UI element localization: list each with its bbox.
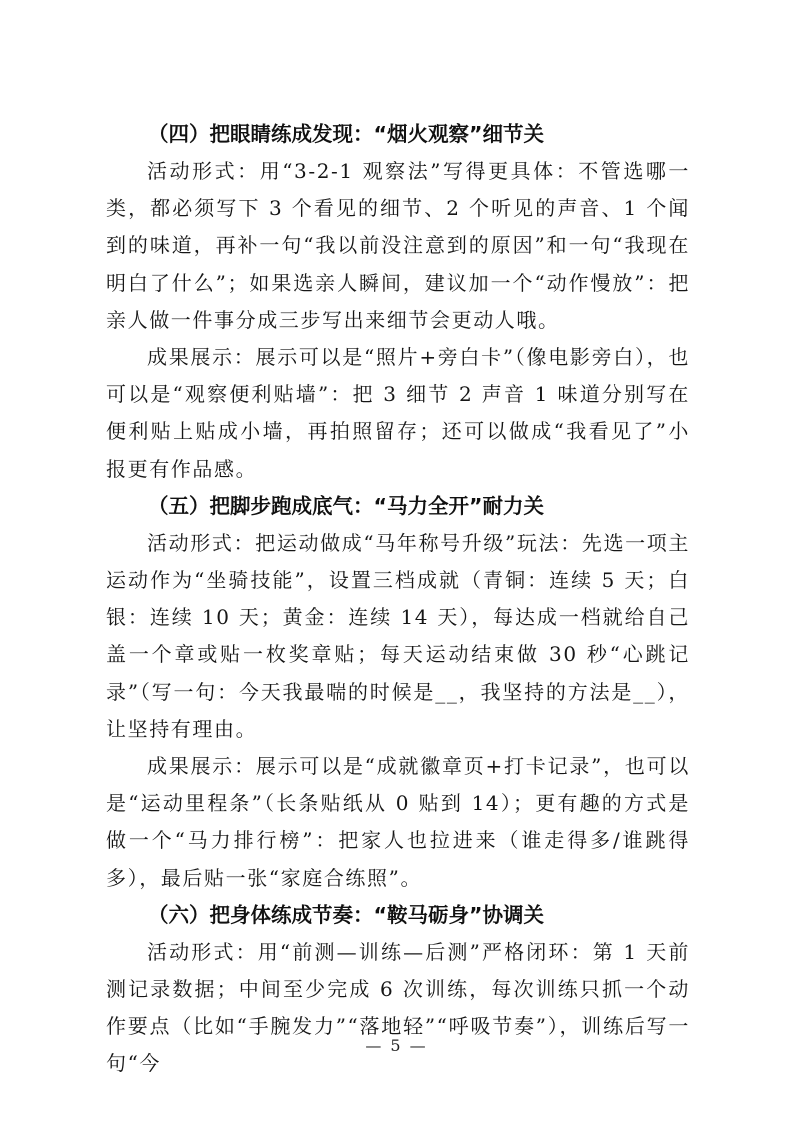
page-number: — 5 — [365,1036,428,1055]
section-5-activity-form: 活动形式：把运动做成“马年称号升级”玩法：先选一项主运动作为“坐骑技能”，设置三档成就（青铜：连续 5 天；白银：连续 10 天；黄金：连续 14 天），每达成一档就给自己盖一个章或贴一枚奖章贴；每天运动结束做 30 秒“心跳记录”（写一句：今天我最喘的时候是__，我坚持的方法是__），让坚持有理由。 [106,530,690,741]
page-content [106,116,690,1083]
section-heading-6: （六）把身体练成节奏：“鞍马砺身”协调关 [148,902,544,927]
section-4-showcase: 成果展示：展示可以是“照片+旁白卡”（像电影旁白），也可以是“观察便利贴墙”：把 3 细节 2 声音 1 味道分别写在便利贴上贴成小墙，再拍照留存；还可以做成“我看见了”小报更有作品感。 [106,345,690,481]
section-heading-4: （四）把眼睛练成发现：“烟火观察”细节关 [148,122,544,146]
section-5-showcase: 成果展示：展示可以是“成就徽章页+打卡记录”，也可以是“运动里程条”（长条贴纸从 0 贴到 14）；更有趣的方式是做一个“马力排行榜”：把家人也拉进来（谁走得多/谁跳得多），最后贴一张“家庭合练照”。 [106,754,690,890]
section-heading-5: （五）把脚步跑成底气：“马力全开”耐力关 [148,493,544,518]
section-4-activity-form: 活动形式：用“3-2-1 观察法”写得更具体：不管选哪一类，都必须写下 3 个看见的细节、2 个听见的声音、1 个闻到的味道，再补一句“我以前没注意到的原因”和一句“我现在明白了什么”；如果选亲人瞬间，建议加一个“动作慢放”：把亲人做一件事分成三步写出来细节会更动人哦。 [106,159,690,332]
section-6-activity-form: 活动形式：用“前测—训练—后测”严格闭环：第 1 天前测记录数据；中间至少完成 6 次训练，每次训练只抓一个动作要点（比如“手腕发力”“落地轻”“呼吸节奏”），训练后写一句“今 [106,939,690,1076]
